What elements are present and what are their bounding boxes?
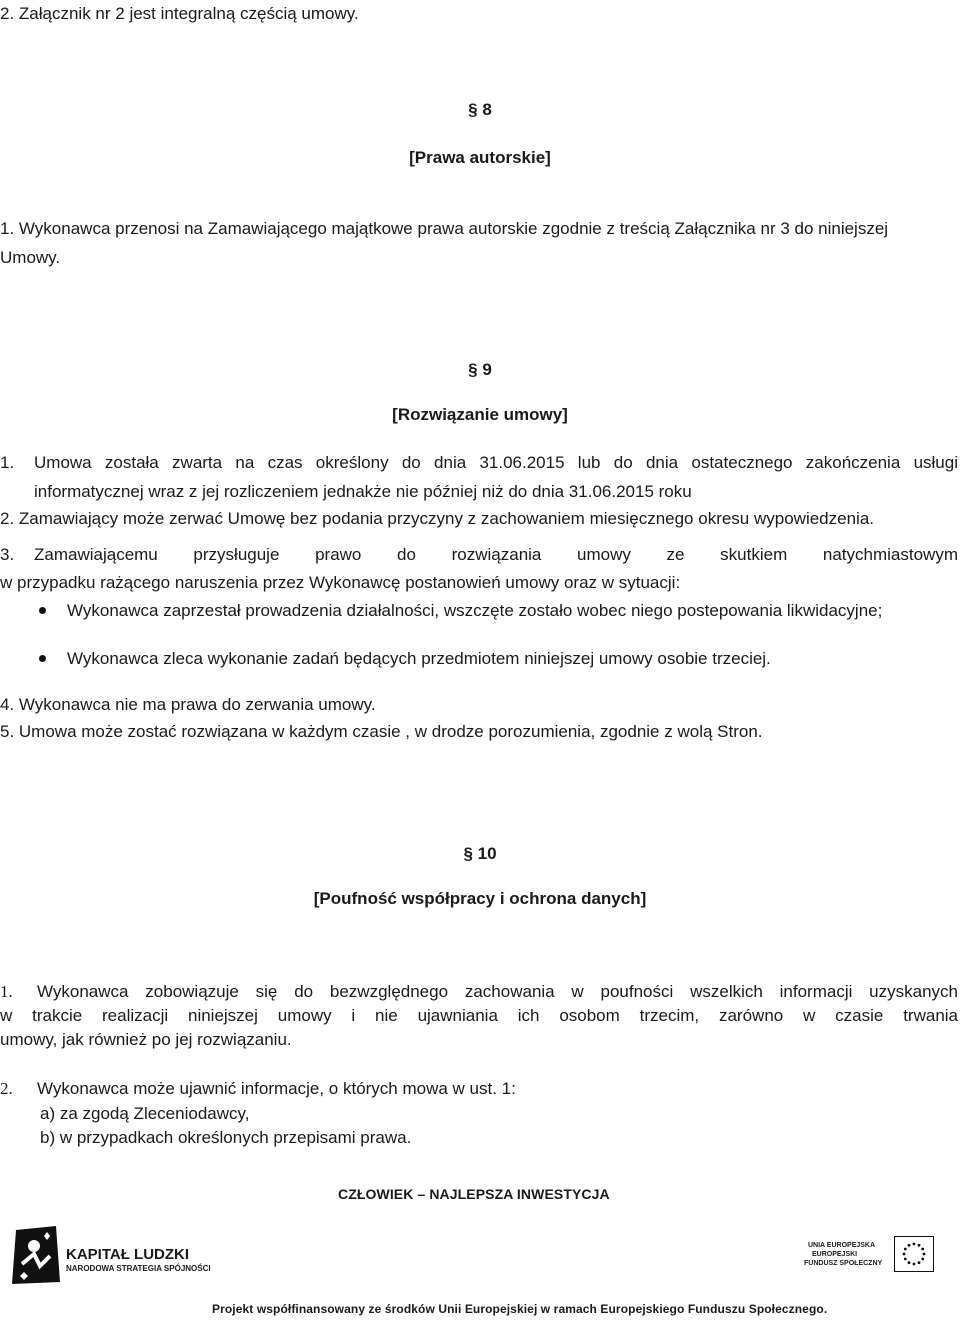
eu-logo — [800, 1236, 936, 1276]
item-2: 2. Zamawiający może zerwać Umowę bez podania przyczyny z zachowaniem miesięcznego okresu wypowiedzenia. — [0, 509, 874, 528]
eu-line-1: UNIA EUROPEJSKA — [808, 1242, 876, 1249]
item-1-line-1: Umowa została zwarta na czas określony do dnia 31.06.2015 lub do dnia ostatecznego zakończenia usługi — [34, 453, 958, 472]
section-8-heading: § 8 — [468, 100, 492, 119]
para-2-item-b: b) w przypadkach określonych przepisami prawa. — [40, 1128, 412, 1147]
item-3-line-2: w przypadku rażącego naruszenia przez Wykonawcę postanowień umowy oraz w sytuacji: — [0, 573, 681, 592]
section-9-heading: § 9 — [468, 360, 492, 379]
para-2-number: 2. — [0, 1079, 13, 1098]
para-2-line-1: Wykonawca może ujawnić informacje, o których mowa w ust. 1: — [37, 1079, 516, 1098]
bullet-icon — [39, 655, 46, 662]
eu-line-2: EUROPEJSKI — [812, 1251, 858, 1258]
footer-slogan: CZŁOWIEK – NAJLEPSZA INWESTYCJA — [338, 1186, 610, 1202]
section-10-title: [Poufność współpracy i ochrona danych] — [313, 889, 647, 908]
footer-bottom-note: Projekt współfinansowany ze środków Unii Europejskiej w ramach Europejskiego Funduszu Społecznego. — [212, 1302, 828, 1316]
top-line: 2. Załącznik nr 2 jest integralną częścią umowy. — [0, 4, 359, 23]
para-1-line-1: Wykonawca zobowiązuje się do bezwzględnego zachowania w poufności wszelkich informacji uzyskanych — [37, 982, 958, 1001]
section-10-heading: § 10 — [463, 844, 497, 863]
bullet-item-2: Wykonawca zleca wykonanie zadań będących przedmiotem niniejszej umowy osobie trzeciej. — [67, 649, 771, 668]
para-1-number: 1. — [0, 982, 13, 1001]
para-1-line-2: w trakcie realizacji niniejszej umowy i nie ujawniania ich osobom trzecim, zarówno w czasie trwania — [0, 1006, 958, 1025]
kapital-ludzki-emblem-icon — [10, 1226, 62, 1286]
para-2-item-a: a) za zgodą Zleceniodawcy, — [40, 1104, 250, 1123]
kapital-ludzki-subtitle: NARODOWA STRATEGIA SPÓJNOŚCI — [66, 1264, 211, 1273]
section-9-title: [Rozwiązanie umowy] — [392, 405, 568, 424]
section-8-title: [Prawa autorskie] — [409, 148, 551, 167]
item-3-line-1: Zamawiającemu przysługuje prawo do rozwiązania umowy ze skutkiem natychmiastowym — [34, 545, 958, 564]
item-1-line-2: informatycznej wraz z jej rozliczeniem jednakże nie później niż do dnia 31.06.2015 roku — [34, 482, 692, 501]
item-1-number: 1. — [0, 453, 15, 472]
para-1-line-3: umowy, jak również po jej rozwiązaniu. — [0, 1030, 292, 1049]
section-8-paragraph-1-line-1: 1. Wykonawca przenosi na Zamawiającego majątkowe prawa autorskie zgodnie z treścią Załącznika nr 3 do niniejszej — [0, 219, 889, 238]
kapital-ludzki-logo — [10, 1226, 210, 1286]
bullet-item-1: Wykonawca zaprzestał prowadzenia działalności, wszczęte zostało wobec niego postepowania likwidacyjne; — [67, 601, 883, 620]
eu-flag-icon — [894, 1236, 934, 1272]
bullet-icon — [39, 607, 46, 614]
item-3-number: 3. — [0, 545, 15, 564]
kapital-ludzki-title: KAPITAŁ LUDZKI — [66, 1246, 190, 1263]
item-5: 5. Umowa może zostać rozwiązana w każdym czasie , w drodze porozumienia, zgodnie z wolą Stron. — [0, 722, 763, 741]
eu-line-3: FUNDUSZ SPOŁECZNY — [804, 1260, 883, 1267]
item-4: 4. Wykonawca nie ma prawa do zerwania umowy. — [0, 695, 376, 714]
section-8-paragraph-1-line-2: Umowy. — [0, 248, 61, 267]
